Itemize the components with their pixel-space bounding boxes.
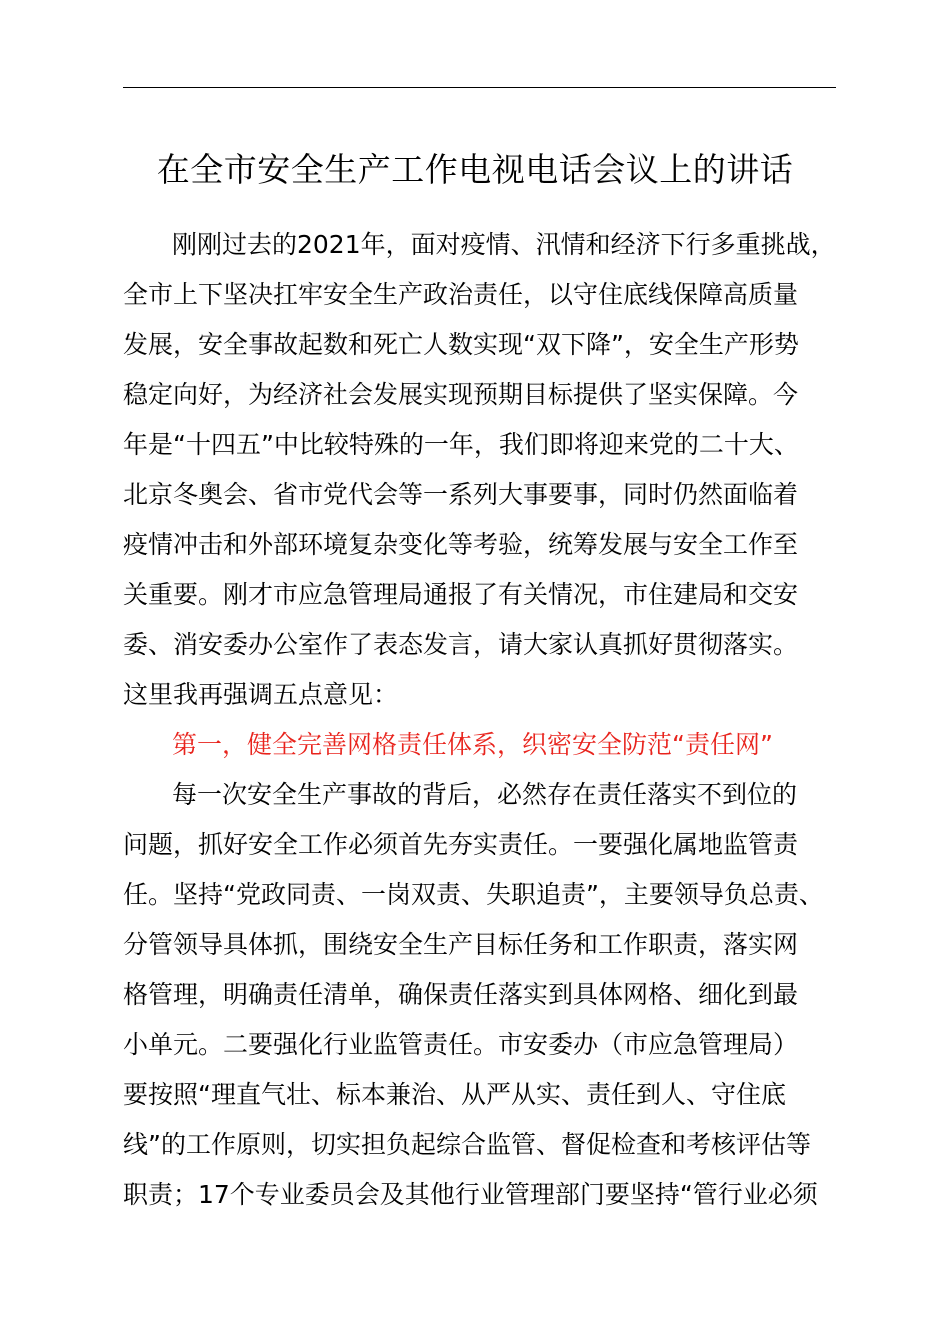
paragraph-line: 发展，安全事故起数和死亡人数实现“双下降”，安全生产形势 [123, 330, 799, 359]
paragraph-line: 小单元。二要强化行业监管责任。市安委办（市应急管理局） [123, 1030, 799, 1059]
paragraph-line: 格管理，明确责任清单，确保责任落实到具体网格、细化到最 [123, 980, 799, 1009]
paragraph-line: 职责；17个专业委员会及其他行业管理部门要坚持“管行业必须 [123, 1180, 818, 1209]
paragraph-line: 分管领导具体抓，围绕安全生产目标任务和工作职责，落实网 [123, 930, 799, 959]
paragraph-line: 要按照“理直气壮、标本兼治、从严从实、责任到人、守住底 [123, 1080, 786, 1109]
paragraph-line: 每一次安全生产事故的背后，必然存在责任落实不到位的 [172, 780, 798, 809]
paragraph-line: 全市上下坚决扛牢安全生产政治责任，以守住底线保障高质量 [123, 280, 799, 309]
paragraph-line: 关重要。刚才市应急管理局通报了有关情况，市住建局和交安 [123, 580, 799, 609]
paragraph-line: 任。坚持“党政同责、一岗双责、失职追责”，主要领导负总责、 [123, 880, 824, 909]
paragraph-line: 问题，抓好安全工作必须首先夯实责任。一要强化属地监管责 [123, 830, 799, 859]
document-title: 在全市安全生产工作电视电话会议上的讲话 [156, 150, 794, 189]
section-heading: 第一，健全完善网格责任体系，织密安全防范“责任网” [172, 730, 773, 759]
paragraph-line: 稳定向好，为经济社会发展实现预期目标提供了坚实保障。今 [123, 380, 799, 409]
paragraph-line: 委、消安委办公室作了表态发言，请大家认真抓好贯彻落实。 [123, 630, 799, 659]
paragraph-line: 北京冬奥会、省市党代会等一系列大事要事，同时仍然面临着 [123, 480, 799, 509]
paragraph-line: 线”的工作原则，切实担负起综合监管、督促检查和考核评估等 [123, 1130, 811, 1159]
paragraph-line: 年是“十四五”中比较特殊的一年，我们即将迎来党的二十大、 [123, 430, 799, 459]
paragraph-line: 刚刚过去的2021年，面对疫情、汛情和经济下行多重挑战， [172, 230, 836, 259]
paragraph-line: 疫情冲击和外部环境复杂变化等考验，统筹发展与安全工作至 [123, 530, 799, 559]
paragraph-line: 这里我再强调五点意见： [123, 680, 399, 709]
header-rule [123, 87, 836, 88]
